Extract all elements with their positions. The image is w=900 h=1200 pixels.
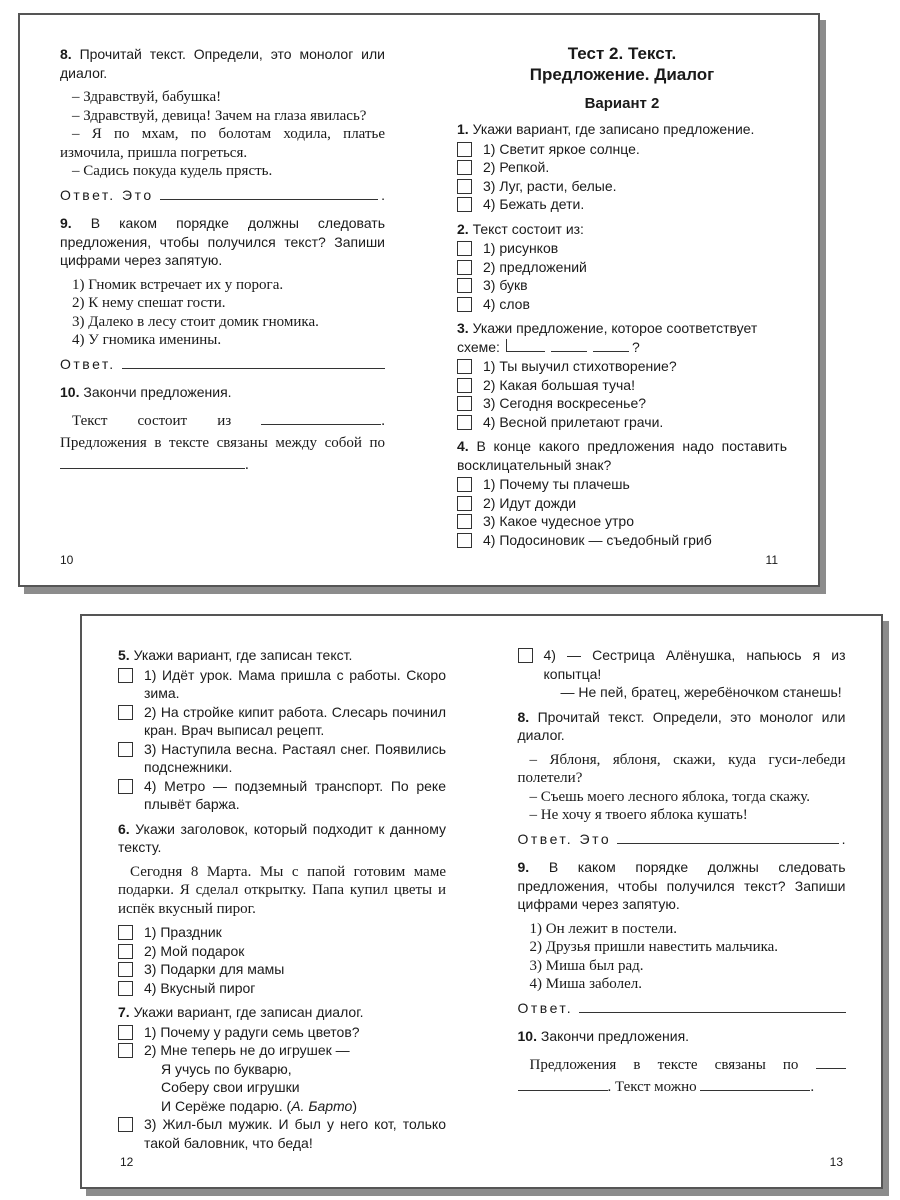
- question-7-options-continued: [518, 646, 846, 702]
- question-3-heading: 3. Укажи предложение, которое соответствует схеме: ?: [457, 320, 758, 355]
- dialog-line: – Не хочу я твоего яблока кушать!: [529, 807, 748, 823]
- page-number: 13: [829, 1155, 843, 1169]
- sentence-item: 1) Гномик встречает их у порога.: [72, 276, 284, 293]
- checkbox[interactable]: [118, 962, 133, 977]
- checkbox[interactable]: [518, 648, 533, 663]
- option[interactable]: 3) Подарки для мамы: [118, 960, 446, 979]
- option[interactable]: 2) На стройке кипит работа. Слесарь починил кран. Врач выписал рецепт.: [118, 703, 446, 740]
- question-8-heading: 8. Прочитай текст. Определи, это монолог или диалог.: [60, 46, 385, 81]
- question-8-heading: 8. Прочитай текст. Определи, это монолог или диалог.: [517, 708, 846, 743]
- checkbox[interactable]: [457, 197, 472, 212]
- blank-field[interactable]: [261, 410, 381, 425]
- checkbox[interactable]: [457, 260, 472, 275]
- blank-field[interactable]: [816, 1054, 846, 1069]
- sentence-list: [518, 920, 846, 994]
- page-10: [20, 15, 419, 585]
- question-3-options: [457, 357, 787, 431]
- checkbox[interactable]: [457, 179, 472, 194]
- page-number: 12: [120, 1155, 134, 1169]
- test-title: Тест 2. Текст.: [567, 44, 677, 63]
- answer-field[interactable]: [617, 843, 838, 844]
- blank-field[interactable]: [60, 454, 245, 469]
- checkbox[interactable]: [457, 396, 472, 411]
- sentence-schema: [506, 339, 545, 352]
- checkbox[interactable]: [457, 415, 472, 430]
- answer-label: Ответ. Это: [60, 186, 154, 203]
- question-9-heading: 9. В каком порядке должны следовать предложения, чтобы получился текст? Запиши цифрами через запятую.: [60, 215, 386, 268]
- poem-line: 2) Мне теперь не до игрушек —: [144, 1042, 350, 1058]
- option[interactable]: 2) Мой подарок: [118, 942, 446, 961]
- answer-label: Ответ.: [517, 999, 574, 1016]
- answer-line-8: Ответ. Это .: [517, 830, 846, 847]
- option[interactable]: 1) рисунков: [457, 239, 787, 258]
- dialog-line: – Съешь моего лесного яблока, тогда скажу.: [529, 788, 811, 805]
- checkbox[interactable]: [457, 142, 472, 157]
- page-number: 10: [60, 553, 74, 567]
- poem-author: А. Барто: [291, 1097, 353, 1114]
- option[interactable]: 1) Идёт урок. Мама пришла с работы. Скоро зима.: [118, 666, 446, 703]
- option[interactable]: 4) Весной прилетают грачи.: [457, 413, 787, 432]
- option[interactable]: 4) слов: [457, 295, 787, 314]
- option[interactable]: 2) Репкой.: [457, 158, 787, 177]
- checkbox[interactable]: [118, 742, 133, 757]
- question-7-options: [118, 1023, 446, 1153]
- option[interactable]: 3) Луг, расти, белые.: [457, 177, 787, 196]
- answer-line-9: [518, 999, 846, 1018]
- question-10-text: Текст состоит из . Предложения в тексте связаны между собой по .: [60, 410, 385, 476]
- book-spread-bottom: [80, 614, 883, 1189]
- sentence-item: 4) У гномика именины.: [72, 332, 222, 348]
- sentence-schema: [551, 339, 587, 352]
- question-5-heading: 5. Укажи вариант, где записан текст.: [118, 647, 353, 663]
- checkbox[interactable]: [457, 514, 472, 529]
- option[interactable]: 1) Почему у радуги семь цветов?: [118, 1023, 446, 1042]
- dialog-block: [518, 751, 846, 825]
- answer-label: Ответ. Это: [517, 830, 612, 847]
- checkbox[interactable]: [457, 496, 472, 511]
- option[interactable]: 3) букв: [457, 276, 787, 295]
- option-line: — Не пей, братец, жеребёночком станешь!: [560, 684, 842, 700]
- answer-line-9: [60, 355, 385, 374]
- option[interactable]: 3) Наступила весна. Растаял снег. Появились подснежники.: [118, 740, 446, 777]
- option[interactable]: 4) Метро — подземный транспорт. По реке плывёт баржа.: [118, 777, 446, 814]
- checkbox[interactable]: [457, 378, 472, 393]
- option[interactable]: 3) Жил-был мужик. И был у него кот, только такой баловник, что беда!: [118, 1115, 446, 1152]
- checkbox[interactable]: [457, 533, 472, 548]
- answer-field[interactable]: [160, 199, 378, 200]
- checkbox[interactable]: [457, 241, 472, 256]
- checkbox[interactable]: [118, 981, 133, 996]
- option[interactable]: 4) Вкусный пирог: [118, 979, 446, 998]
- option[interactable]: 1) Праздник: [118, 923, 446, 942]
- checkbox[interactable]: [118, 944, 133, 959]
- variant-label: Вариант 2: [584, 95, 660, 112]
- dialog-line: – Садись покуда кудель прясть.: [72, 163, 273, 179]
- question-10-heading: 10. Закончи предложения.: [60, 384, 232, 400]
- option[interactable]: 3) Какое чудесное утро: [457, 512, 787, 531]
- dialog-block: [60, 88, 385, 181]
- sentence-item: 1) Он лежит в постели.: [529, 920, 678, 937]
- test-subtitle: Предложение. Диалог: [529, 65, 715, 84]
- option[interactable]: 4) Подосиновик — съедобный гриб: [457, 531, 787, 550]
- blank-field[interactable]: [700, 1076, 810, 1091]
- sentence-item: 2) К нему спешат гости.: [72, 295, 226, 311]
- dialog-line: – Яблоня, яблоня, скажи, куда гуси-лебеди полетели?: [517, 751, 846, 786]
- checkbox[interactable]: [457, 297, 472, 312]
- question-6-text: Сегодня 8 Марта. Мы с папой готовим маме подарки. Я сделал открытку. Папа купил цветы и испёк вкусный пирог.: [118, 863, 446, 917]
- book-spread-top: [18, 13, 820, 587]
- poem-line: Соберу свои игрушки: [161, 1079, 300, 1095]
- sentence-item: 3) Миша был рад.: [529, 957, 644, 974]
- question-5-options: [118, 666, 446, 814]
- question-4-options: [457, 475, 787, 549]
- checkbox[interactable]: [118, 668, 133, 683]
- option[interactable]: 3) Сегодня воскресенье?: [457, 394, 787, 413]
- checkbox[interactable]: [118, 1117, 133, 1132]
- checkbox[interactable]: [457, 160, 472, 175]
- question-1-options: [457, 140, 787, 214]
- question-1-heading: 1. Укажи вариант, где записано предложение.: [457, 121, 755, 137]
- checkbox[interactable]: [118, 1043, 133, 1058]
- option[interactable]: 4) Бежать дети.: [457, 195, 787, 214]
- poem-line: И Серёже подарю.: [161, 1097, 283, 1114]
- option[interactable]: 1) Светит яркое солнце.: [457, 140, 787, 159]
- sentence-item: 3) Далеко в лесу стоит домик гномика.: [72, 313, 319, 330]
- checkbox[interactable]: [118, 705, 133, 720]
- answer-field[interactable]: [122, 368, 385, 369]
- dialog-line: – Я по мхам, по болотам ходила, платье измочила, пришла погреться.: [60, 126, 385, 161]
- answer-field[interactable]: [579, 1012, 845, 1013]
- page-13: [482, 616, 882, 1187]
- option[interactable]: 2) Мне теперь не до игрушек — Я учусь по букварю, Соберу свои игрушки И Серёже подарю. (А. Барто): [118, 1041, 446, 1115]
- answer-line-8: Ответ. Это .: [60, 186, 385, 203]
- option[interactable]: 2) Идут дожди: [457, 494, 787, 513]
- option[interactable]: 1) Почему ты плачешь: [457, 475, 787, 494]
- page-11: [419, 15, 818, 585]
- option[interactable]: [518, 646, 846, 702]
- checkbox[interactable]: [118, 1025, 133, 1040]
- checkbox[interactable]: [457, 278, 472, 293]
- option[interactable]: 1) Ты выучил стихотворение?: [457, 357, 787, 376]
- sentence-item: 2) Друзья пришли навестить мальчика.: [529, 939, 779, 955]
- question-2-heading: 2. Текст состоит из:: [457, 220, 584, 237]
- checkbox[interactable]: [457, 359, 472, 374]
- option[interactable]: 2) предложений: [457, 258, 787, 277]
- question-10-text: Предложения в тексте связаны по . Текст можно .: [518, 1054, 846, 1098]
- blank-field[interactable]: [518, 1076, 608, 1091]
- question-2-options: [457, 239, 787, 313]
- checkbox[interactable]: [457, 477, 472, 492]
- question-10-heading: 10. Закончи предложения.: [517, 1028, 690, 1044]
- sentence-item: 4) Миша заболел.: [529, 976, 642, 992]
- poem-line: Я учусь по букварю,: [161, 1060, 292, 1077]
- checkbox[interactable]: [118, 925, 133, 940]
- question-7-heading: 7. Укажи вариант, где записан диалог.: [118, 1004, 364, 1020]
- question-6-options: [118, 923, 446, 997]
- question-9-heading: 9. В каком порядке должны следовать предложения, чтобы получился текст? Запиши цифрами через запятую.: [517, 859, 846, 912]
- question-6-heading: 6. Укажи заголовок, который подходит к данному тексту.: [118, 820, 447, 855]
- option[interactable]: 2) Какая большая туча!: [457, 376, 787, 395]
- page-12: [82, 616, 482, 1187]
- sentence-list: [60, 276, 385, 350]
- question-4-heading: 4. В конце какого предложения надо поставить восклицательный знак?: [457, 438, 787, 473]
- sentence-schema: [593, 339, 629, 352]
- dialog-line: – Здравствуй, девица! Зачем на глаза явилась?: [72, 107, 367, 124]
- answer-label: Ответ.: [60, 355, 116, 372]
- option-line: 4) — Сестрица Алёнушка, напьюсь я из копытца!: [543, 647, 846, 682]
- checkbox[interactable]: [118, 779, 133, 794]
- dialog-line: – Здравствуй, бабушка!: [72, 89, 222, 105]
- page-number: 11: [765, 553, 778, 567]
